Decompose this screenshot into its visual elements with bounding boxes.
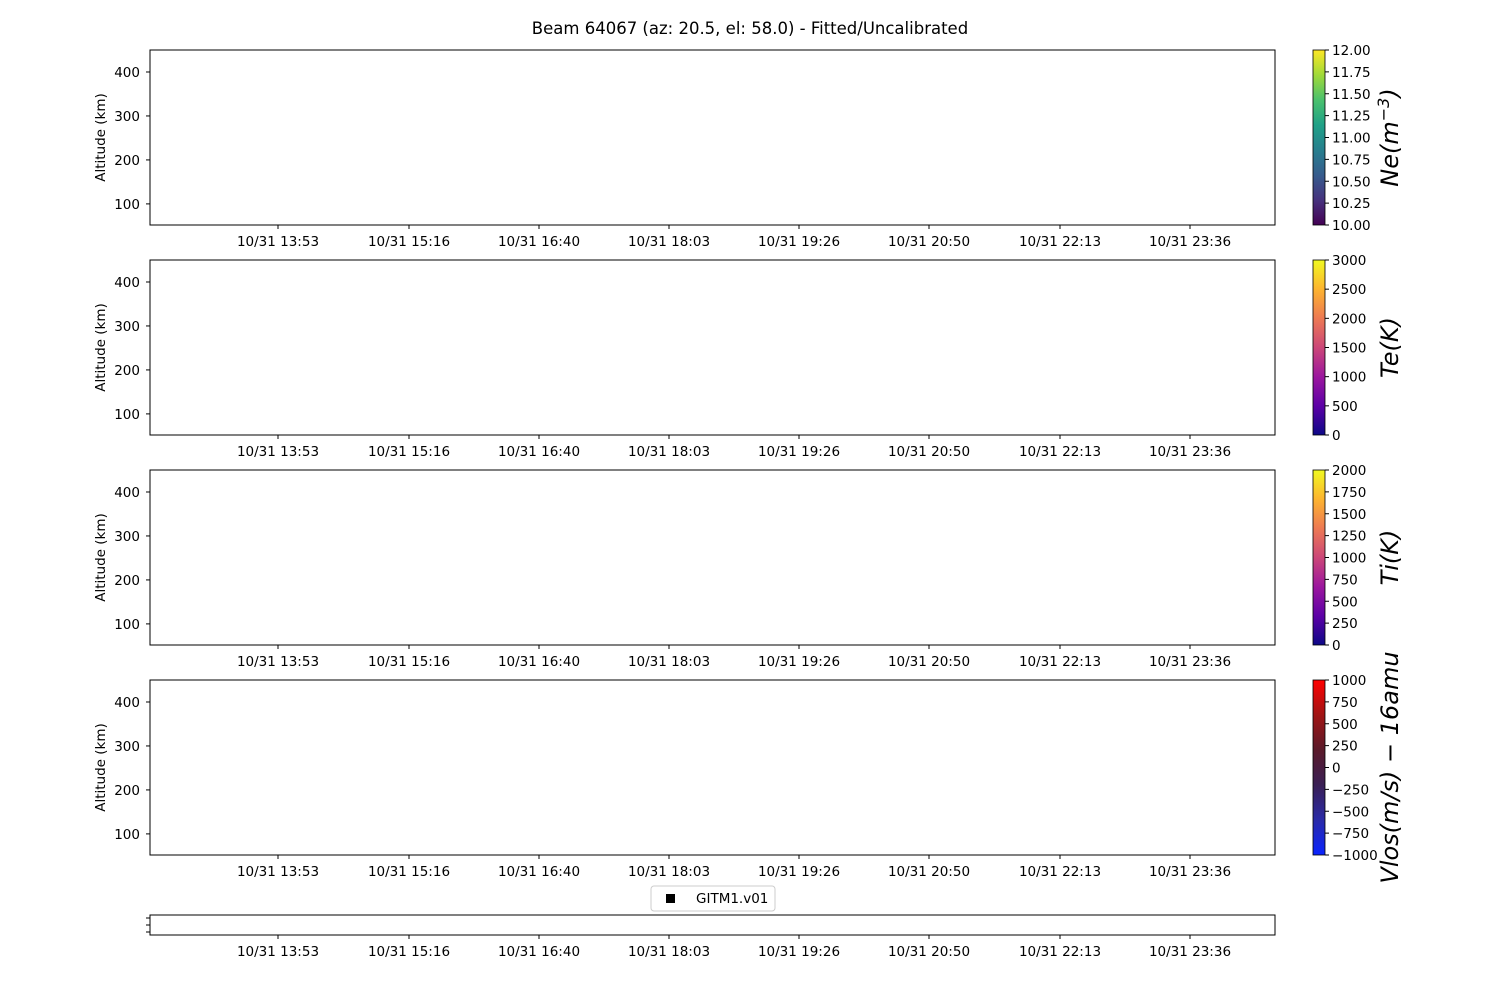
colorbar-ti-tick-label-4: 1000 (1332, 550, 1367, 567)
panel-te-xtick-label-7: 10/31 23:36 (1148, 444, 1232, 460)
colorbar-ne-tick-label-5: 11.25 (1332, 108, 1371, 125)
colorbar-ti-label: Ti(K) (1376, 529, 1404, 586)
legend-strip-xtick-label-6: 10/31 22:13 (1018, 944, 1102, 960)
colorbar-vlos-tick-label-6: 500 (1332, 716, 1358, 733)
legend-strip-xtick-label-2: 10/31 16:40 (497, 944, 581, 960)
panel-vlos-ytick-label-0: 100 (114, 826, 140, 843)
colorbar-ne-label: $Ne(m^{-3})$ (1374, 88, 1404, 187)
panel-te-xtick-label-5: 10/31 20:50 (887, 444, 971, 460)
panel-ti-ytick-label-0: 100 (114, 616, 140, 633)
colorbar-ti-tick-label-5: 1250 (1332, 528, 1367, 545)
colorbar-vlos-tick-label-8: 1000 (1332, 673, 1367, 689)
colorbar-ti-tick-label-6: 1500 (1332, 506, 1367, 523)
panel-te-ytick-label-3: 400 (114, 274, 140, 291)
panel-vlos-xtick-label-1: 10/31 15:16 (367, 864, 451, 880)
colorbar-ti-tick-label-7: 1750 (1332, 484, 1367, 501)
legend-entry-label: GITM1.v01 (696, 891, 769, 907)
colorbar-vlos-tick-label-3: −250 (1332, 782, 1370, 799)
panel-ne-xtick-label-7: 10/31 23:36 (1148, 234, 1232, 250)
panel-ti-xtick-label-6: 10/31 22:13 (1018, 654, 1102, 670)
panel-te (93, 253, 1404, 460)
panel-te-xtick-label-0: 10/31 13:53 (236, 444, 320, 460)
colorbar-ne-tick-label-7: 11.75 (1332, 64, 1371, 81)
panel-ne-xtick-label-0: 10/31 13:53 (236, 234, 320, 250)
panel-ne-xtick-label-2: 10/31 16:40 (497, 234, 581, 250)
colorbar-vlos (1313, 680, 1325, 855)
panel-ti-xtick-label-2: 10/31 16:40 (497, 654, 581, 670)
colorbar-ti (1313, 470, 1325, 645)
colorbar-ne-tick-label-0: 10.00 (1332, 218, 1371, 234)
panel-ti-xtick-label-1: 10/31 15:16 (367, 654, 451, 670)
panel-ne-ytick-label-1: 200 (114, 152, 140, 169)
colorbar-te-tick-label-0: 0 (1332, 428, 1341, 444)
legend-strip-xtick-label-1: 10/31 15:16 (367, 944, 451, 960)
colorbar-ti-tick-label-8: 2000 (1332, 463, 1367, 479)
panel-ne-xtick-label-3: 10/31 18:03 (627, 234, 711, 250)
colorbar-ne-tick-label-3: 10.75 (1332, 152, 1371, 169)
panels-group (93, 43, 1404, 884)
panel-ne (93, 43, 1404, 250)
panel-te-ytick-label-1: 200 (114, 362, 140, 379)
panel-te-xtick-label-2: 10/31 16:40 (497, 444, 581, 460)
legend-strip (146, 886, 1275, 960)
panel-vlos-ytick-label-3: 400 (114, 694, 140, 711)
panel-ti-xtick-label-0: 10/31 13:53 (236, 654, 320, 670)
colorbar-ti-tick-label-2: 500 (1332, 594, 1358, 611)
panel-ne-xtick-label-1: 10/31 15:16 (367, 234, 451, 250)
panel-ti-xtick-label-3: 10/31 18:03 (627, 654, 711, 670)
colorbar-te (1313, 260, 1325, 435)
colorbar-te-tick-label-1: 500 (1332, 398, 1358, 415)
legend-strip-xtick-label-3: 10/31 18:03 (627, 944, 711, 960)
panel-te-ytick-label-2: 300 (114, 318, 140, 335)
colorbar-vlos-label: Vlos(m/s) − 16amu (1376, 651, 1404, 884)
colorbar-vlos-tick-label-1: −750 (1332, 826, 1370, 843)
panel-vlos-xtick-label-4: 10/31 19:26 (757, 864, 841, 880)
panel-ne-axes (150, 50, 1275, 225)
legend-strip-xtick-label-0: 10/31 13:53 (236, 944, 320, 960)
panel-ne-ylabel: Altitude (km) (93, 93, 109, 182)
panel-ne-ytick-label-3: 400 (114, 64, 140, 81)
panel-ne-ytick-label-0: 100 (114, 196, 140, 213)
panel-te-xtick-label-6: 10/31 22:13 (1018, 444, 1102, 460)
colorbar-te-tick-label-3: 1500 (1332, 340, 1367, 357)
legend-strip-xtick-label-4: 10/31 19:26 (757, 944, 841, 960)
panel-ne-xtick-label-6: 10/31 22:13 (1018, 234, 1102, 250)
colorbar-vlos-tick-label-5: 250 (1332, 738, 1358, 755)
panel-vlos-xtick-label-5: 10/31 20:50 (887, 864, 971, 880)
colorbar-vlos-tick-label-4: 0 (1332, 760, 1341, 777)
colorbar-ne-tick-label-6: 11.50 (1332, 86, 1371, 103)
colorbar-ti-tick-label-3: 750 (1332, 572, 1358, 589)
panel-vlos-xtick-label-0: 10/31 13:53 (236, 864, 320, 880)
panel-vlos (93, 651, 1404, 883)
panel-ti-ytick-label-2: 300 (114, 528, 140, 545)
panel-vlos-ytick-label-2: 300 (114, 738, 140, 755)
panel-vlos-xtick-label-2: 10/31 16:40 (497, 864, 581, 880)
panel-ti-ytick-label-3: 400 (114, 484, 140, 501)
colorbar-ne (1313, 50, 1325, 225)
panel-ti-xtick-label-4: 10/31 19:26 (757, 654, 841, 670)
panel-ne-ytick-label-2: 300 (114, 108, 140, 125)
legend-marker (666, 894, 675, 903)
colorbar-te-tick-label-2: 1000 (1332, 369, 1367, 386)
panel-vlos-xtick-label-3: 10/31 18:03 (627, 864, 711, 880)
panel-ne-xtick-label-4: 10/31 19:26 (757, 234, 841, 250)
panel-ti-ylabel: Altitude (km) (93, 513, 109, 602)
chart-title: Beam 64067 (az: 20.5, el: 58.0) - Fitted/Uncalibrated (531, 19, 969, 38)
colorbar-te-tick-label-5: 2500 (1332, 282, 1367, 299)
colorbar-vlos-tick-label-2: −500 (1332, 804, 1370, 821)
legend-strip-xtick-label-5: 10/31 20:50 (887, 944, 971, 960)
colorbar-ne-tick-label-2: 10.50 (1332, 174, 1371, 191)
colorbar-vlos-tick-label-0: −1000 (1332, 848, 1378, 864)
panel-ti-xtick-label-5: 10/31 20:50 (887, 654, 971, 670)
panel-ti-ytick-label-1: 200 (114, 572, 140, 589)
panel-vlos-ylabel: Altitude (km) (93, 723, 109, 812)
panel-te-ylabel: Altitude (km) (93, 303, 109, 392)
colorbar-vlos-tick-label-7: 750 (1332, 694, 1358, 711)
panel-te-xtick-label-4: 10/31 19:26 (757, 444, 841, 460)
colorbar-te-tick-label-6: 3000 (1332, 253, 1367, 269)
panel-vlos-xtick-label-7: 10/31 23:36 (1148, 864, 1232, 880)
panel-te-xtick-label-3: 10/31 18:03 (627, 444, 711, 460)
panel-te-xtick-label-1: 10/31 15:16 (367, 444, 451, 460)
panel-ti-axes (150, 470, 1275, 645)
panel-vlos-xtick-label-6: 10/31 22:13 (1018, 864, 1102, 880)
legend (651, 886, 775, 911)
colorbar-ne-tick-label-8: 12.00 (1332, 43, 1371, 59)
panel-ti-xtick-label-7: 10/31 23:36 (1148, 654, 1232, 670)
panel-vlos-ytick-label-1: 200 (114, 782, 140, 799)
colorbar-ti-tick-label-0: 0 (1332, 638, 1341, 654)
panel-te-ytick-label-0: 100 (114, 406, 140, 423)
legend-strip-xtick-label-7: 10/31 23:36 (1148, 944, 1232, 960)
panel-ne-xtick-label-5: 10/31 20:50 (887, 234, 971, 250)
colorbar-ti-tick-label-1: 250 (1332, 616, 1358, 633)
panel-te-axes (150, 260, 1275, 435)
colorbar-te-tick-label-4: 2000 (1332, 311, 1367, 328)
colorbar-ne-tick-label-1: 10.25 (1332, 196, 1371, 213)
panel-vlos-axes (150, 680, 1275, 855)
colorbar-ne-tick-label-4: 11.00 (1332, 130, 1371, 147)
colorbar-te-label: Te(K) (1376, 317, 1404, 378)
legend-strip-axes (150, 915, 1275, 935)
panel-ti (93, 463, 1404, 670)
